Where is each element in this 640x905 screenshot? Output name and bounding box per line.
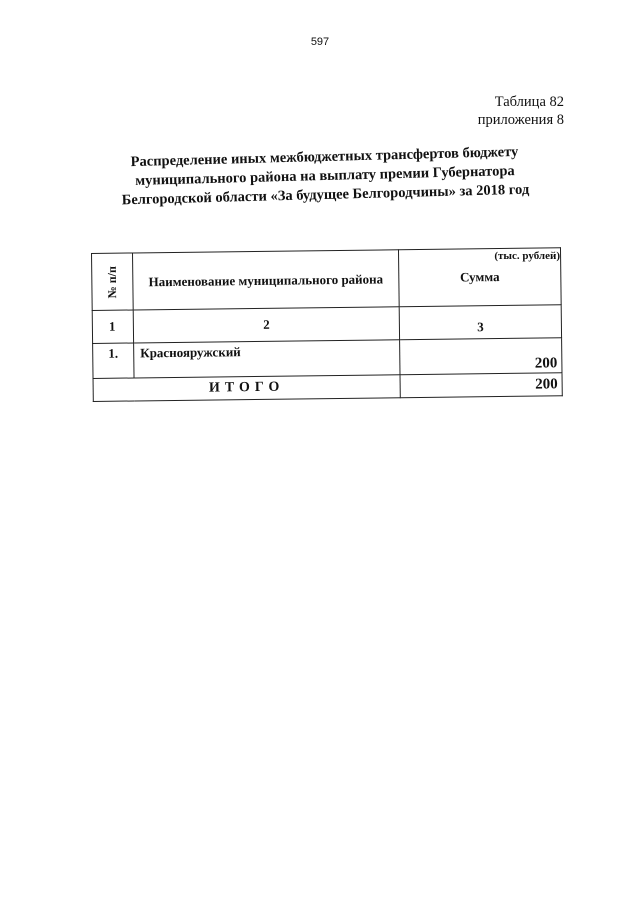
table-caption [478, 93, 564, 129]
total-label: ИТОГО [93, 375, 400, 402]
total-sum: 200 [400, 373, 562, 398]
row-sum: 200 [400, 338, 562, 375]
page-number: 597 [310, 36, 330, 48]
title-line-1: Распределение иных межбюджетных трансфертов бюджету [130, 143, 519, 171]
column-index-2: 2 [133, 307, 399, 343]
table-label: Таблица 82 [494, 94, 564, 110]
total-row [93, 373, 562, 402]
title-line-2: муниципального района на выплату премии Губернатора [135, 163, 515, 189]
header-number-label: № п/п [104, 266, 120, 299]
appendix-label: приложения 8 [477, 112, 564, 128]
column-index-1: 1 [92, 310, 133, 343]
title-line-3: Белгородской области «За будущее Белгородчины» за 2018 год [121, 181, 530, 209]
units-label: (тыс. рублей) [494, 250, 560, 262]
header-row [92, 248, 562, 311]
document-title [99, 142, 550, 211]
column-index-3: 3 [399, 305, 561, 340]
header-sum-cell: Сумма [398, 248, 561, 307]
header-name-cell: Наименование муниципального района [133, 250, 400, 310]
row-number: 1. [93, 343, 134, 378]
header-number-cell [92, 253, 134, 310]
district-name: Краснояружский [134, 340, 400, 378]
table-row [93, 338, 562, 379]
transfer-table [91, 247, 563, 402]
